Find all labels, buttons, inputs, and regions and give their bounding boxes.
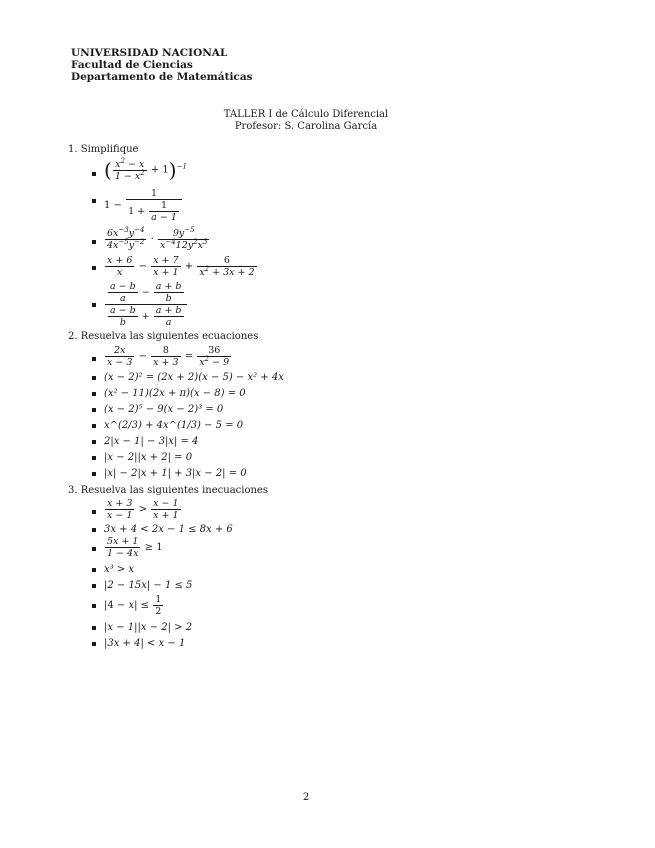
professor-line: Profesor: S. Carolina García	[234, 120, 378, 132]
bullet	[92, 626, 96, 630]
bullet	[92, 604, 96, 608]
simplify-item-5: $\frac{a - b}{a}$ − $\frac{a + b}{b}$ $\frac{a - b}{b}$ + $\frac{a + b}{a}$	[104, 281, 188, 328]
bullet	[92, 642, 96, 646]
bullet	[92, 172, 96, 176]
inequality-item-6: |4 − x| ≤ $\frac{1}{2}$	[104, 594, 162, 617]
bullet	[92, 472, 96, 476]
equation-item-5: x^(2/3) + 4x^(1/3) − 5 = 0	[104, 420, 244, 431]
inequality-item-8: |3x + 4| < x − 1	[104, 638, 186, 649]
inequality-item-5: |2 − 15x| − 1 ≤ 5	[104, 580, 193, 591]
bullet	[92, 528, 96, 532]
bullet	[92, 440, 96, 444]
page-number: 2	[302, 792, 310, 803]
bullet	[92, 456, 96, 460]
bullet	[92, 510, 96, 514]
simplify-item-3: $\frac{6x^{-3}y^{-4}}{4x^{-5}y^{-2}}$ · $\frac{9y^{-5}}{x^{-4}12y^2x^3}$	[107, 226, 208, 251]
faculty-name: Facultad de Ciencias	[71, 59, 193, 71]
bullet	[92, 568, 96, 572]
equation-item-6: 2|x − 1| − 3|x| = 4	[104, 436, 199, 447]
inequality-item-1: $\frac{x + 3}{x - 1}$ > $\frac{x - 1}{x + 1}$	[107, 498, 179, 521]
inequality-item-7: |x − 1||x − 2| > 2	[104, 622, 193, 633]
workshop-title: TALLER I de Cálculo Diferencial	[223, 109, 389, 120]
simplify-item-2: 1 − 1 1 + $\frac{1}{a - 1}$	[104, 188, 183, 223]
bullet	[92, 266, 96, 270]
inequality-item-3: $\frac{5x + 1}{1 - 4x}$ ≥ 1	[107, 536, 163, 559]
bullet	[92, 424, 96, 428]
section-2-heading: 2. Resuelva las siguientes ecuaciones	[68, 331, 259, 342]
bullet	[92, 199, 96, 203]
equation-item-3: (x² − 11)(2x + π)(x − 8) = 0	[104, 388, 246, 399]
bullet	[92, 392, 96, 396]
simplify-item-1: ( $\frac{x^2 - x}{1 - x^2}$ + 1)$^{-1}$	[104, 156, 187, 182]
equation-item-2: (x − 2)² = (2x + 2)(x − 5) − x² + 4x	[104, 372, 284, 383]
bullet	[92, 357, 96, 361]
simplify-item-4: $\frac{x + 6}{x}$ − $\frac{x + 7}{x + 1}$ + $\frac{6}{x^2 + 3x + 2}$	[107, 255, 255, 278]
bullet	[92, 408, 96, 412]
equation-item-1: $\frac{2x}{x - 3}$ − $\frac{8}{x + 3}$ = $\frac{36}{x^2 - 9}$	[107, 345, 230, 368]
bullet	[92, 240, 96, 244]
inequality-item-4: x³ > x	[104, 564, 135, 575]
header-block	[71, 47, 253, 83]
inequality-item-2: 3x + 4 < 2x − 1 ≤ 8x + 6	[104, 524, 233, 535]
section-1-heading: 1. Simplifique	[68, 144, 139, 155]
bullet	[92, 376, 96, 380]
university-name: UNIVERSIDAD NACIONAL	[71, 47, 228, 59]
bullet	[92, 547, 96, 551]
bullet	[92, 584, 96, 588]
department-name: Departamento de Matemáticas	[71, 71, 253, 83]
title-block	[0, 109, 612, 132]
equation-item-4: (x − 2)⁵ − 9(x − 2)³ = 0	[104, 404, 224, 415]
section-3-heading: 3. Resuelva las siguientes inecuaciones	[68, 485, 268, 496]
equation-item-7: |x − 2||x + 2| = 0	[104, 452, 193, 463]
bullet	[92, 303, 96, 307]
equation-item-8: |x| − 2|x + 1| + 3|x − 2| = 0	[104, 468, 247, 479]
